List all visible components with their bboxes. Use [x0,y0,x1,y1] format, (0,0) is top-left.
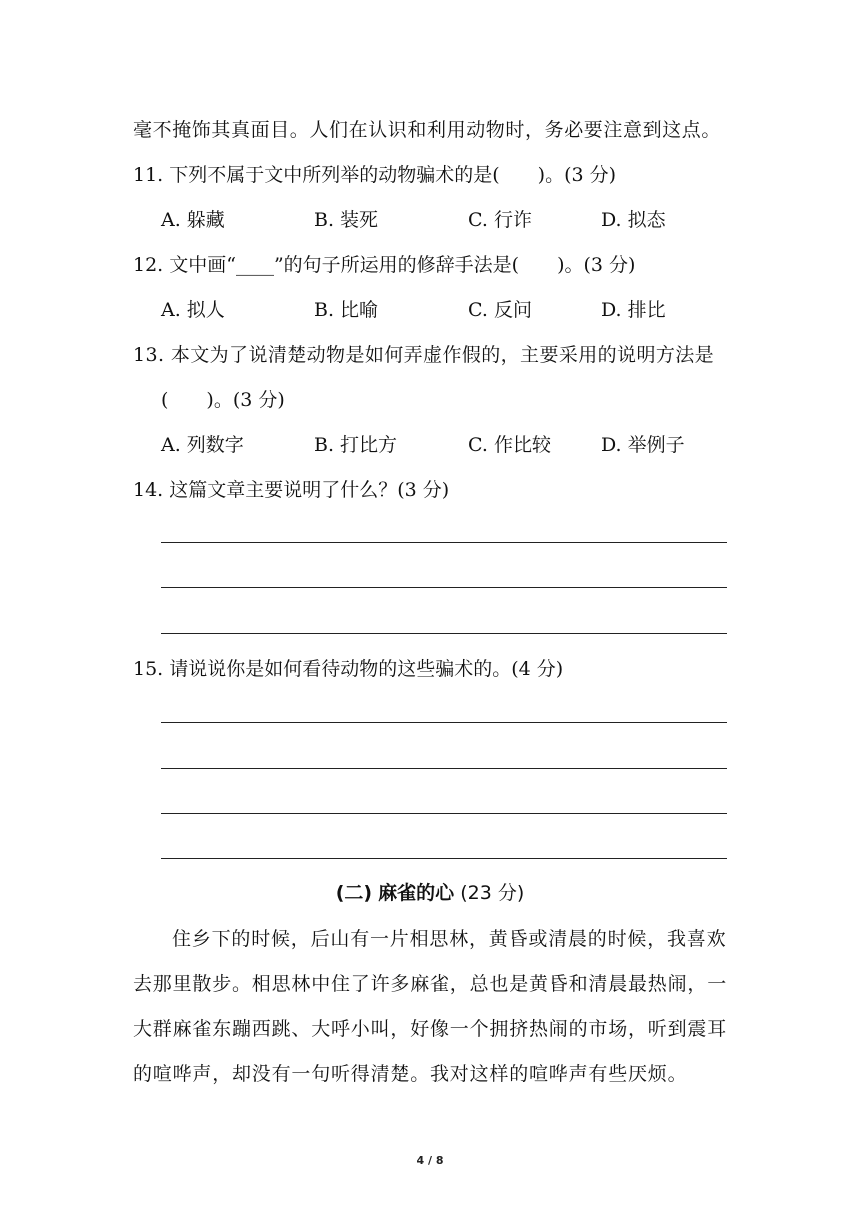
q11-option-b[interactable]: B. 装死 [314,209,379,231]
q13-option-d[interactable]: D. 举例子 [601,434,685,456]
section-name: 麻雀的心 [378,882,455,904]
question-12: 12. 文中画“____”的句子所运用的修辞手法是( )。(3 分) [133,254,636,276]
answer-line[interactable] [161,633,727,634]
passage-line: 去那里散步。相思林中住了许多麻雀，总也是黄昏和清晨最热闹，一 [133,973,728,995]
intro-line: 毫不掩饰其真面目。人们在认识和利用动物时，务必要注意到这点。 [133,119,722,141]
q13-option-a[interactable]: A. 列数字 [161,434,244,456]
q13-option-b[interactable]: B. 打比方 [314,434,398,456]
section-score: (23 分) [460,882,525,904]
q11-option-a[interactable]: A. 躲藏 [161,209,225,231]
answer-line[interactable] [161,858,727,859]
q11-option-d[interactable]: D. 拟态 [601,209,666,231]
answer-line[interactable] [161,813,727,814]
question-14: 14. 这篇文章主要说明了什么？(3 分) [133,479,450,501]
q12-option-a[interactable]: A. 拟人 [161,299,225,321]
q12-option-c[interactable]: C. 反问 [468,299,532,321]
q11-option-c[interactable]: C. 行诈 [468,209,532,231]
q13-option-c[interactable]: C. 作比较 [468,434,551,456]
answer-line[interactable] [161,542,727,543]
question-11: 11. 下列不属于文中所列举的动物骗术的是( )。(3 分) [133,164,617,186]
answer-line[interactable] [161,722,727,723]
question-15: 15. 请说说你是如何看待动物的这些骗术的。(4 分) [133,658,564,680]
page-number: 4 / 8 [416,1154,444,1167]
q12-option-d[interactable]: D. 排比 [601,299,666,321]
passage-line: 大群麻雀东蹦西跳、大呼小叫，好像一个拥挤热闹的市场，听到震耳 [133,1018,728,1040]
section-number: (二) [335,882,373,904]
section-title [0,881,860,905]
q12-option-b[interactable]: B. 比喻 [314,299,379,321]
answer-line[interactable] [161,768,727,769]
passage-line: 的喧哗声，却没有一句听得清楚。我对这样的喧哗声有些厌烦。 [133,1063,688,1085]
passage-line: 住乡下的时候，后山有一片相思林，黄昏或清晨的时候，我喜欢 [172,928,727,950]
question-13: 13. 本文为了说清楚动物是如何弄虚作假的，主要采用的说明方法是 [133,344,715,366]
answer-line[interactable] [161,587,727,588]
question-13-continued: ( )。(3 分) [161,389,285,411]
